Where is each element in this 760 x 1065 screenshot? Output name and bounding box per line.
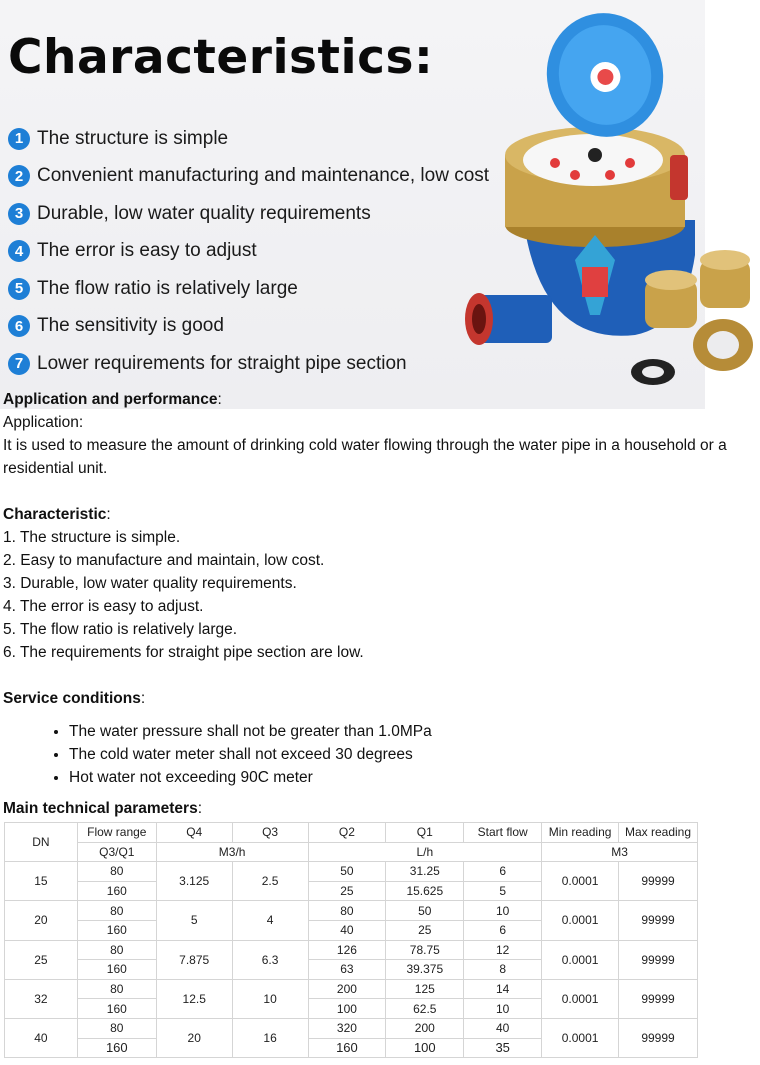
cell-start-flow: 6	[464, 920, 542, 940]
cell-q4: 12.5	[156, 979, 232, 1018]
technical-parameters-table	[4, 822, 698, 1058]
hero-feature-item	[8, 158, 489, 196]
hero-feature-item	[8, 308, 489, 346]
hero-feature-text: The sensitivity is good	[37, 315, 224, 337]
number-badge-icon: 3	[8, 203, 30, 225]
cell-start-flow: 40	[464, 1018, 542, 1038]
cell-ratio: 160	[77, 960, 156, 980]
cell-dn: 20	[5, 901, 78, 940]
header-start-flow: Start flow	[464, 823, 542, 843]
cell-q2: 126	[308, 940, 386, 960]
cell-q1: 31.25	[386, 862, 464, 882]
service-condition-item: • Hot water not exceeding 90C meter	[69, 766, 748, 789]
cell-q1: 50	[386, 901, 464, 921]
heading-colon: :	[217, 391, 222, 408]
cell-max-reading: 99999	[619, 862, 698, 901]
cell-q2: 100	[308, 999, 386, 1019]
hero-feature-text: The structure is simple	[37, 127, 229, 149]
cell-q1: 39.375	[386, 960, 464, 980]
cell-min-reading: 0.0001	[542, 1018, 619, 1057]
cell-q1: 62.5	[386, 999, 464, 1019]
description-section	[3, 388, 748, 789]
hero-feature-item	[8, 270, 489, 308]
cell-start-flow: 35	[464, 1038, 542, 1058]
cell-q3: 6.3	[232, 940, 308, 979]
unit-m3h: M3/h	[156, 842, 308, 862]
characteristic-item: 6. The requirements for straight pipe section are low.	[3, 644, 364, 661]
header-max-reading: Max reading	[619, 823, 698, 843]
cell-dn: 25	[5, 940, 78, 979]
hero-feature-text: Durable, low water quality requirements	[37, 202, 371, 224]
table-row	[5, 862, 698, 882]
header-q3q1: Q3/Q1	[77, 842, 156, 862]
cell-ratio: 160	[77, 1038, 156, 1058]
cell-ratio: 80	[77, 979, 156, 999]
cell-dn: 32	[5, 979, 78, 1018]
cell-q1: 25	[386, 920, 464, 940]
cell-min-reading: 0.0001	[542, 901, 619, 940]
cell-q3: 10	[232, 979, 308, 1018]
number-badge-icon: 2	[8, 165, 30, 187]
cell-q2: 63	[308, 960, 386, 980]
cell-q1: 125	[386, 979, 464, 999]
hero-feature-text: Convenient manufacturing and maintenance, low cost	[37, 165, 490, 187]
service-heading: Service conditions	[3, 690, 141, 707]
cell-ratio: 80	[77, 862, 156, 882]
hero-feature-text: The error is easy to adjust	[37, 240, 257, 262]
water-meter-illustration	[455, 5, 760, 390]
hero-feature-item	[8, 120, 489, 158]
cell-max-reading: 99999	[619, 1018, 698, 1057]
service-conditions-list	[3, 720, 748, 789]
cell-start-flow: 8	[464, 960, 542, 980]
header-q3: Q3	[232, 823, 308, 843]
header-flow-range: Flow range	[77, 823, 156, 843]
table-row	[5, 1018, 698, 1038]
table-row	[5, 901, 698, 921]
cell-max-reading: 99999	[619, 979, 698, 1018]
cell-start-flow: 10	[464, 999, 542, 1019]
characteristic-item: 2. Easy to manufacture and maintain, low cost.	[3, 552, 325, 569]
hero-feature-item	[8, 195, 489, 233]
hero-feature-text: The flow ratio is relatively large	[37, 277, 298, 299]
characteristic-item: 5. The flow ratio is relatively large.	[3, 621, 238, 638]
hero-feature-list	[8, 120, 489, 383]
application-subheading: Application:	[3, 414, 84, 431]
header-q2: Q2	[308, 823, 386, 843]
cell-q2: 40	[308, 920, 386, 940]
cell-dn: 40	[5, 1018, 78, 1057]
cell-start-flow: 6	[464, 862, 542, 882]
cell-q1: 100	[386, 1038, 464, 1058]
application-heading: Application and performance	[3, 391, 218, 408]
cell-q2: 80	[308, 901, 386, 921]
number-badge-icon: 7	[8, 353, 30, 375]
cell-q3: 2.5	[232, 862, 308, 901]
service-condition-item: • The cold water meter shall not exceed 30 degrees	[69, 743, 748, 766]
cell-q4: 7.875	[156, 940, 232, 979]
characteristic-heading: Characteristic	[3, 506, 107, 523]
cell-q4: 5	[156, 901, 232, 940]
table-header-row	[5, 823, 698, 843]
cell-ratio: 80	[77, 940, 156, 960]
cell-q1: 15.625	[386, 881, 464, 901]
unit-lh: L/h	[308, 842, 542, 862]
cell-q3: 4	[232, 901, 308, 940]
cell-q1: 200	[386, 1018, 464, 1038]
cell-max-reading: 99999	[619, 901, 698, 940]
hero-banner	[0, 0, 705, 409]
cell-q4: 20	[156, 1018, 232, 1057]
header-q4: Q4	[156, 823, 232, 843]
cell-q2: 320	[308, 1018, 386, 1038]
number-badge-icon: 4	[8, 240, 30, 262]
characteristic-item: 3. Durable, low water quality requirements.	[3, 575, 297, 592]
cell-q2: 160	[308, 1038, 386, 1058]
cell-ratio: 160	[77, 920, 156, 940]
table-unit-row	[5, 842, 698, 862]
hero-feature-item	[8, 345, 489, 383]
cell-min-reading: 0.0001	[542, 940, 619, 979]
cell-q1: 78.75	[386, 940, 464, 960]
unit-m3: M3	[542, 842, 698, 862]
cell-min-reading: 0.0001	[542, 862, 619, 901]
cell-q4: 3.125	[156, 862, 232, 901]
cell-start-flow: 14	[464, 979, 542, 999]
number-badge-icon: 5	[8, 278, 30, 300]
cell-start-flow: 5	[464, 881, 542, 901]
table-title-line	[3, 800, 202, 818]
heading-colon: :	[197, 800, 203, 817]
cell-q2: 25	[308, 881, 386, 901]
characteristic-item: 1. The structure is simple.	[3, 529, 181, 546]
table-title: Main technical parameters	[3, 800, 198, 817]
cell-ratio: 80	[77, 901, 156, 921]
cell-min-reading: 0.0001	[542, 979, 619, 1018]
cell-ratio: 80	[77, 1018, 156, 1038]
cell-ratio: 160	[77, 999, 156, 1019]
cell-ratio: 160	[77, 881, 156, 901]
header-dn: DN	[5, 823, 78, 862]
cell-q3: 16	[232, 1018, 308, 1057]
header-min-reading: Min reading	[542, 823, 619, 843]
hero-feature-text: Lower requirements for straight pipe section	[37, 352, 407, 374]
cell-q2: 200	[308, 979, 386, 999]
heading-colon: :	[106, 506, 111, 523]
number-badge-icon: 1	[8, 128, 30, 150]
cell-start-flow: 10	[464, 901, 542, 921]
cell-max-reading: 99999	[619, 940, 698, 979]
heading-colon: :	[140, 690, 146, 707]
hero-title: Characteristics:	[8, 30, 434, 85]
number-badge-icon: 6	[8, 315, 30, 337]
application-text: It is used to measure the amount of drinking cold water flowing through the water pipe in a household or a residential unit.	[3, 437, 727, 477]
hero-feature-item	[8, 233, 489, 271]
header-q1: Q1	[386, 823, 464, 843]
cell-start-flow: 12	[464, 940, 542, 960]
cell-q2: 50	[308, 862, 386, 882]
service-condition-item: • The water pressure shall not be greater than 1.0MPa	[69, 720, 748, 743]
cell-dn: 15	[5, 862, 78, 901]
table-row	[5, 940, 698, 960]
characteristic-item: 4. The error is easy to adjust.	[3, 598, 204, 615]
table-row	[5, 979, 698, 999]
